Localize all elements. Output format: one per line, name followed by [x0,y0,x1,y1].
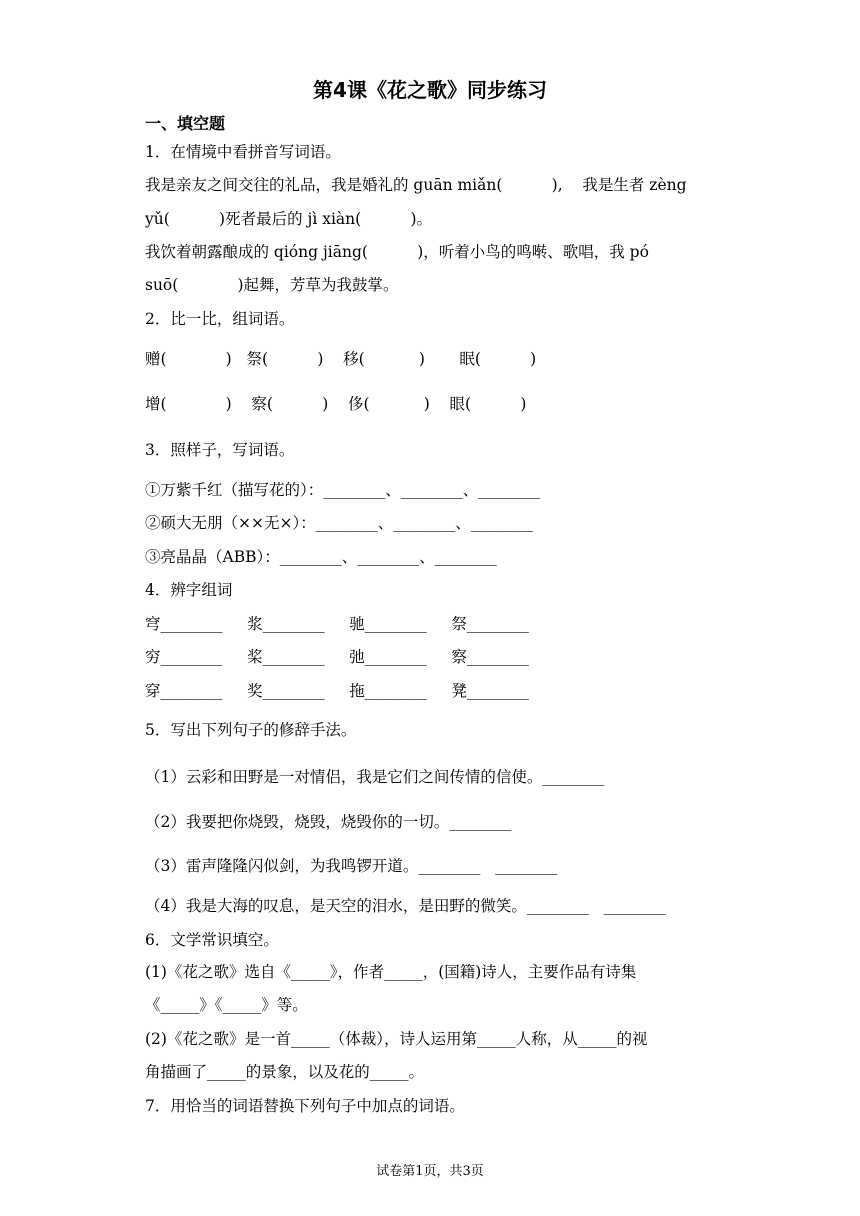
question-4-line: 穷________ 桨________ 弛________ 察________ [145,648,529,666]
section-heading: 一、填空题 [145,114,226,133]
question-6-line: (1)《花之歌》选自《_____》，作者_____，(国籍)诗人，主要作品有诗集 [145,963,637,981]
question-3-line: ③亮晶晶（ABB）：________、________、________ [145,548,497,566]
question-1-line: yǔ( )死者最后的 jì xiàn( )。 [145,210,433,228]
question-4-line: 穿________ 奖________ 拖________ 凳________ [145,682,529,700]
question-6-title: 6．文学常识填空。 [145,931,279,949]
question-6-line: 《_____》《_____》等。 [145,996,308,1014]
question-6-line: 角描画了_____的景象，以及花的_____。 [145,1063,425,1081]
question-1-line: 我是亲友之间交往的礼品，我是婚礼的 guān miǎn( ), 我是生者 zèng [145,176,687,194]
page-footer: 试卷第1页，共3页 [376,1164,484,1179]
question-3-line: ②硕大无朋（××无×）：________、________、________ [145,514,533,532]
question-5-line: （4）我是大海的叹息，是天空的泪水，是田野的微笑。________ ________ [145,897,666,915]
question-1-title: 1．在情境中看拼音写词语。 [145,143,341,161]
question-3-line: ①万紫千红（描写花的）：________、________、________ [145,481,541,499]
page-title: 第4课《花之歌》同步练习 [313,78,547,102]
question-5-line: （3）雷声隆隆闪似剑，为我鸣锣开道。________ ________ [145,857,558,875]
question-4-line: 穹________ 浆________ 驰________ 祭________ [145,615,529,633]
question-2-line: 赠( ) 祭( ) 移( ) 眠( ) [145,350,537,368]
question-5-line: （1）云彩和田野是一对情侣，我是它们之间传情的信使。________ [145,768,605,786]
question-5-line: （2）我要把你烧毁，烧毁，烧毁你的一切。________ [145,813,512,831]
question-1-line: suō( )起舞，芳草为我鼓掌。 [145,276,399,294]
question-6-line: (2)《花之歌》是一首_____（体裁），诗人运用第_____人称，从_____的视 [145,1030,648,1048]
question-3-title: 3．照样子，写词语。 [145,441,295,459]
question-7-title: 7．用恰当的词语替换下列句子中加点的词语。 [145,1097,465,1115]
question-1-line: 我饮着朝露酿成的 qióng jiāng( )，听着小鸟的鸣啭、歌唱，我 pó [145,243,649,261]
question-5-title: 5．写出下列句子的修辞手法。 [145,721,357,739]
question-4-title: 4．辨字组词 [145,581,233,599]
question-2-title: 2．比一比，组词语。 [145,310,295,328]
question-2-line: 增( ) 察( ) 侈( ) 眼( ) [145,395,527,413]
